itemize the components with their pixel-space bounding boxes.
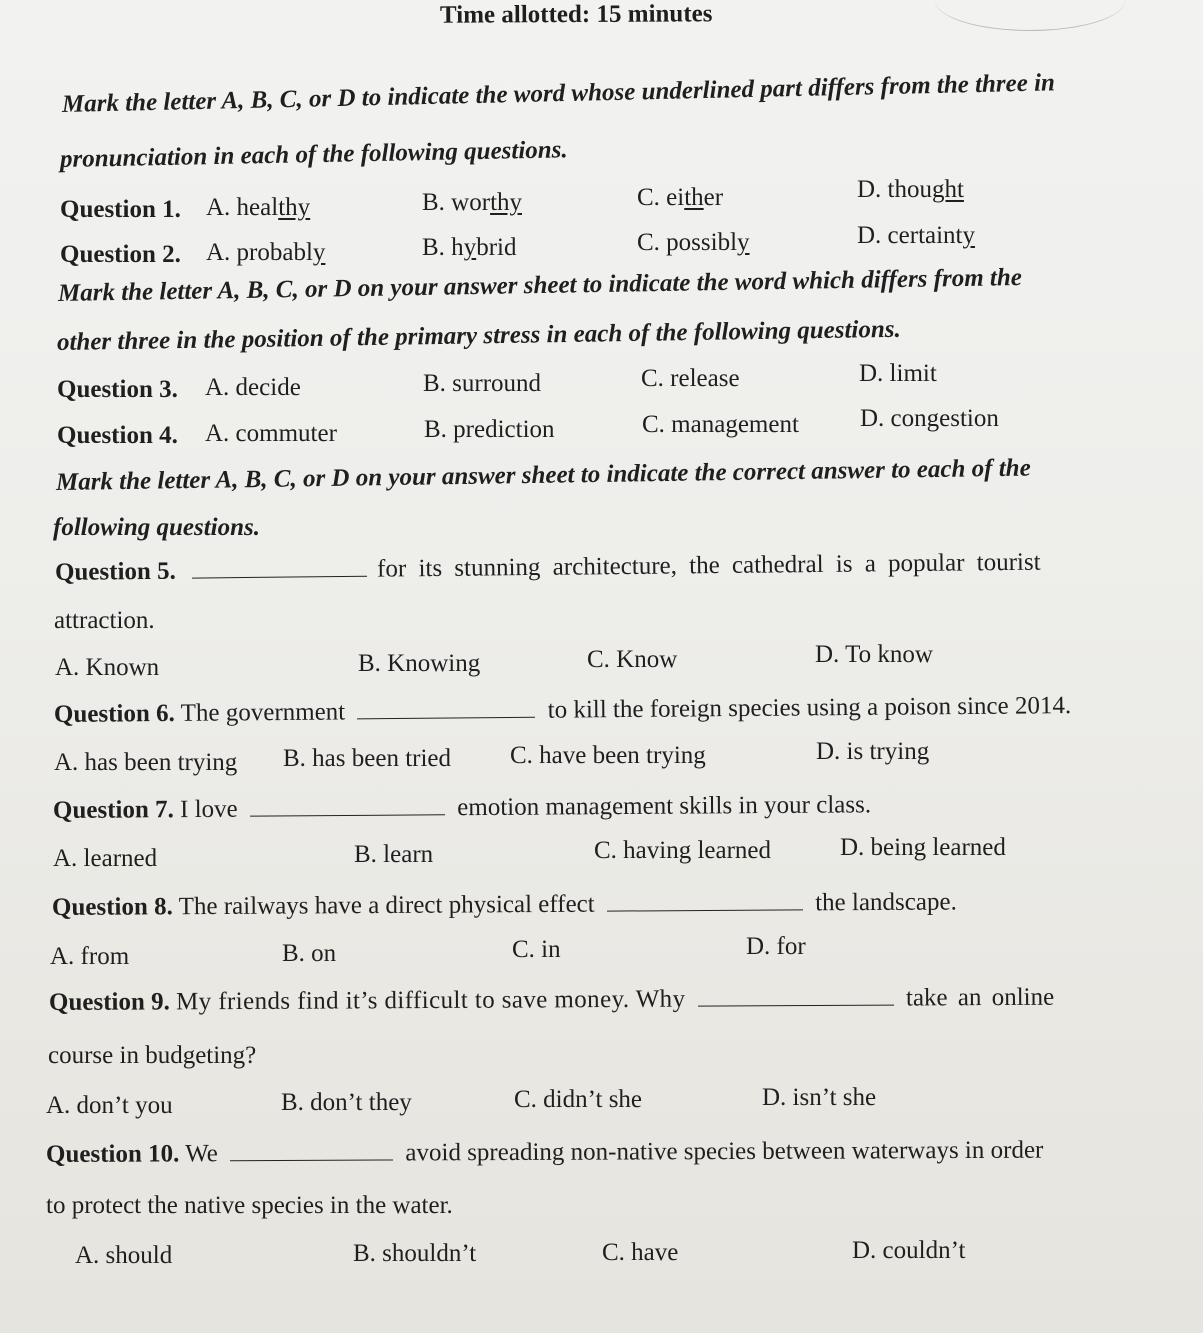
question-5-stem-text: for its stunning architecture, the cathedral is a popular tourist — [376, 548, 1041, 583]
question-1-option-b: B. worthy — [422, 189, 523, 216]
question-6-option-b: B. has been tried — [283, 745, 452, 772]
question-1-label: Question 1. — [60, 196, 181, 223]
question-9-option-c: C. didn’t she — [514, 1086, 643, 1113]
question-10-label: Question 10. — [45, 1140, 180, 1168]
question-6-blank — [357, 699, 535, 720]
question-2-option-b: B. hybrid — [422, 234, 517, 261]
question-9-option-d: D. isn’t she — [762, 1084, 877, 1111]
question-6-stem-before: The government — [180, 698, 346, 727]
question-4-option-d: D. congestion — [860, 405, 999, 432]
question-2-option-c: C. possibly — [637, 229, 750, 256]
question-6-stem — [54, 691, 1071, 730]
time-allotted: Time allotted: 15 minutes — [439, 0, 713, 29]
question-1-option-c: C. either — [637, 184, 724, 211]
question-1-option-d: D. thought — [857, 176, 964, 203]
question-5-option-d: D. To know — [815, 641, 933, 668]
question-5-stem — [55, 548, 1041, 588]
question-9-label: Question 9. — [48, 988, 170, 1016]
question-9-stem — [49, 983, 1054, 1018]
question-7-option-b: B. learn — [354, 841, 434, 868]
question-8-stem — [52, 887, 957, 923]
question-1-option-a: A. healthy — [206, 194, 311, 221]
question-5-option-b: B. Knowing — [358, 650, 481, 677]
question-10-stem — [46, 1136, 1043, 1170]
question-5-option-c: C. Know — [587, 646, 678, 673]
question-6-stem-after: to kill the foreign species using a poison since 2014. — [547, 692, 1072, 724]
section-3-instruction-line-2: following questions. — [53, 514, 260, 541]
question-6-option-d: D. is trying — [816, 738, 930, 765]
question-2-option-d: D. certainty — [857, 222, 976, 249]
section-2-instruction-line-2: other three in the position of the primary stress in each of the following questions. — [56, 315, 901, 356]
question-8-option-b: B. on — [282, 940, 337, 967]
question-3-option-a: A. decide — [205, 374, 301, 401]
question-8-blank — [607, 891, 803, 911]
question-8-stem-after: the landscape. — [815, 888, 957, 917]
question-7-blank — [250, 796, 445, 816]
question-8-option-a: A. from — [50, 943, 130, 970]
question-2-option-a: A. probably — [206, 239, 326, 266]
question-8-option-d: D. for — [746, 933, 806, 960]
question-3-label: Question 3. — [57, 376, 178, 403]
question-9-blank — [698, 987, 894, 1007]
question-5-option-a: A. Known — [55, 654, 160, 681]
section-1-instruction-line-2: pronunciation in each of the following questions. — [59, 136, 568, 173]
question-8-option-c: C. in — [512, 936, 561, 963]
question-4-option-b: B. prediction — [424, 416, 555, 443]
question-7-label: Question 7. — [52, 796, 174, 824]
section-1-instruction-line-1: Mark the letter A, B, C, or D to indicate the word whose underlined part differs from the three in — [61, 69, 1056, 118]
question-8-stem-before: The railways have a direct physical effect — [178, 890, 595, 921]
question-9-stem-after: take an online — [905, 983, 1055, 1012]
question-9-option-b: B. don’t they — [281, 1089, 412, 1116]
decorative-arc — [935, 0, 1125, 31]
question-10-option-a: A. should — [75, 1242, 173, 1269]
question-10-option-c: C. have — [602, 1239, 679, 1266]
question-7-stem — [53, 790, 871, 826]
question-5-blank — [192, 558, 367, 579]
question-10-stem-line-2: to protect the native species in the water. — [46, 1192, 453, 1219]
question-8-label: Question 8. — [51, 893, 173, 921]
question-3-option-d: D. limit — [859, 360, 937, 387]
question-7-stem-after: emotion management skills in your class. — [457, 791, 872, 822]
question-10-option-d: D. couldn’t — [852, 1237, 966, 1264]
question-4-option-a: A. commuter — [205, 420, 337, 447]
question-2-label: Question 2. — [60, 241, 181, 268]
question-4-label: Question 4. — [57, 422, 178, 449]
question-9-stem-before: My friends find it’s difficult to save money. Why — [176, 985, 686, 1016]
question-7-option-a: A. learned — [53, 845, 158, 872]
question-10-stem-before: We — [185, 1140, 218, 1168]
section-3-instruction-line-1: Mark the letter A, B, C, or D on your answer sheet to indicate the correct answer to each of the — [55, 454, 1031, 496]
question-7-option-d: D. being learned — [840, 834, 1006, 861]
question-4-option-c: C. management — [642, 411, 799, 438]
question-9-option-a: A. don’t you — [46, 1092, 173, 1119]
question-7-option-c: C. having learned — [594, 837, 772, 864]
question-10-blank — [230, 1141, 393, 1161]
question-9-stem-line-2: course in budgeting? — [48, 1042, 257, 1069]
question-3-option-c: C. release — [641, 365, 740, 392]
question-6-option-c: C. have been trying — [510, 742, 706, 769]
question-7-stem-before: I love — [180, 795, 238, 824]
question-5-stem-line-2: attraction. — [54, 607, 155, 634]
question-5-label: Question 5. — [54, 557, 176, 586]
question-3-option-b: B. surround — [423, 370, 542, 397]
question-6-option-a: A. has been trying — [54, 749, 238, 776]
question-10-stem-after: avoid spreading non-native species between waterways in order — [405, 1136, 1044, 1167]
question-6-label: Question 6. — [53, 699, 175, 728]
question-10-option-b: B. shouldn’t — [353, 1240, 477, 1267]
section-2-instruction-line-1: Mark the letter A, B, C, or D on your answer sheet to indicate the word which differs from the — [57, 264, 1023, 307]
